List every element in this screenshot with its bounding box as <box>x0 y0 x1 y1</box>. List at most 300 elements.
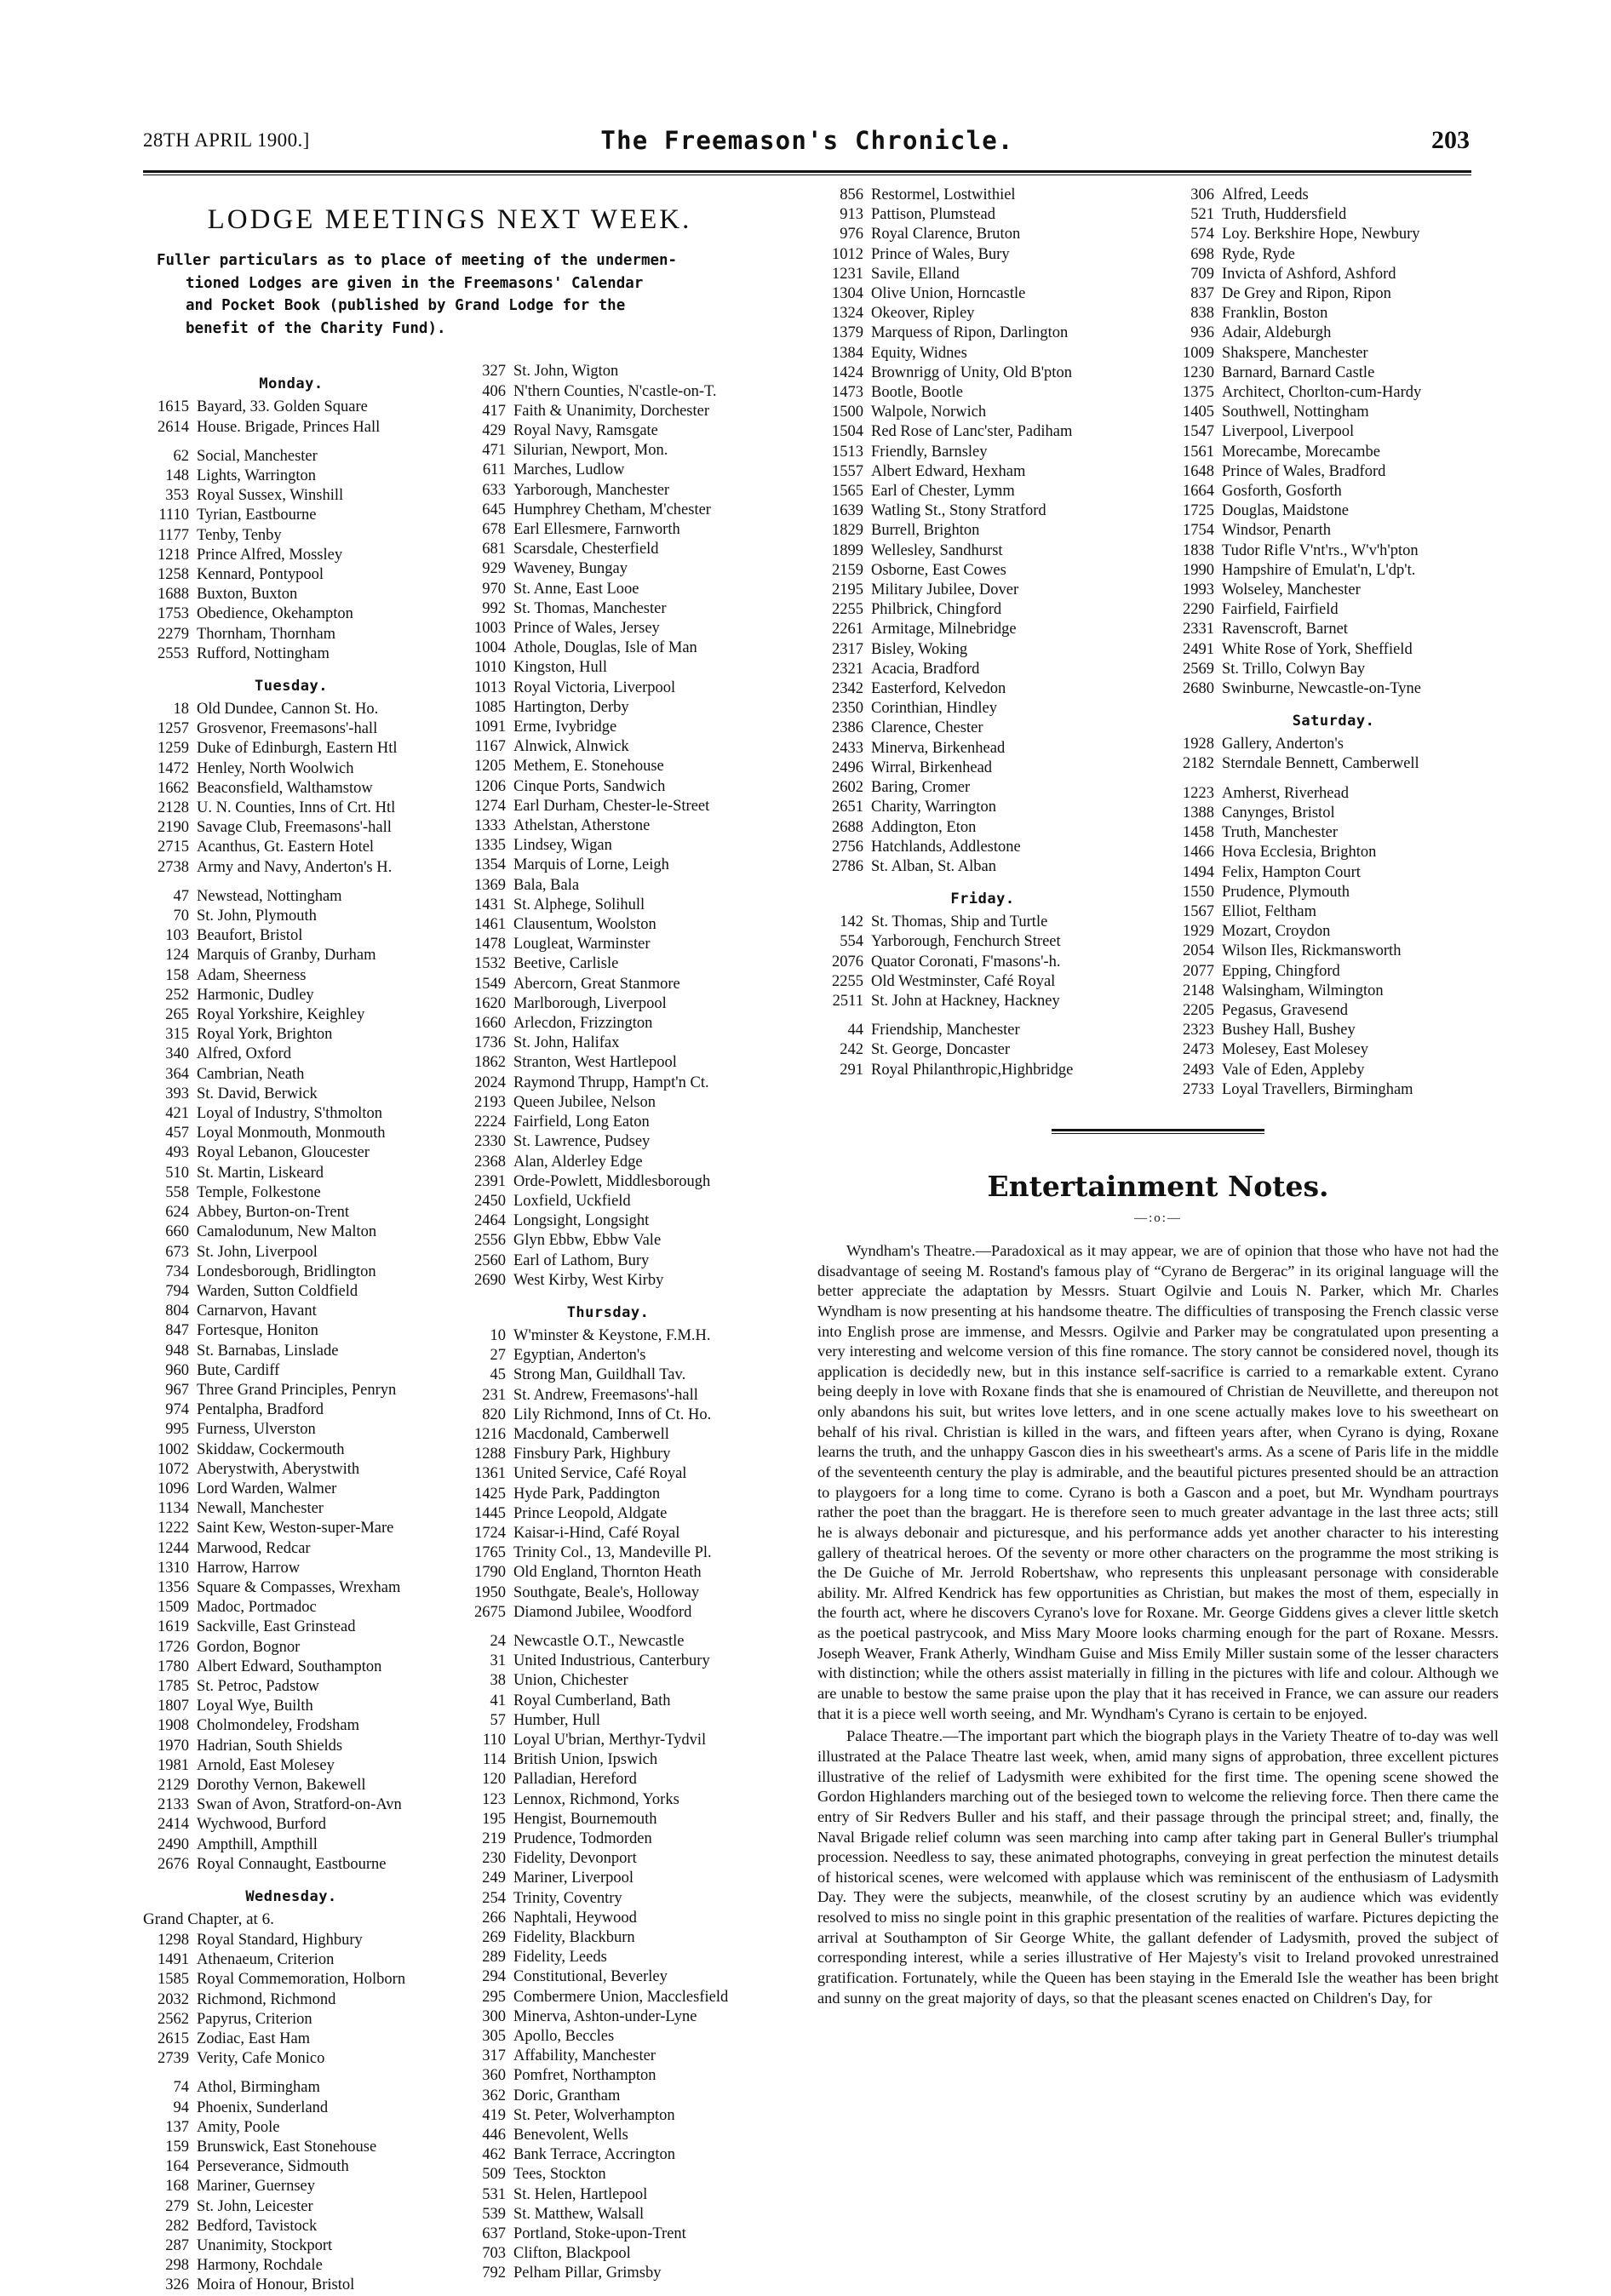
lodge-entry <box>460 2047 756 2066</box>
lodge-entry <box>143 1990 439 2010</box>
lodge-name: Adair, Aldeburgh <box>1222 324 1332 342</box>
lodge-entry <box>1168 1001 1499 1021</box>
lodge-entry <box>143 946 439 965</box>
lodge-entry <box>143 1005 439 1025</box>
lodge-number: 1619 <box>158 1618 189 1636</box>
lodge-number: 446 <box>482 2127 506 2144</box>
lodge-number: 2491 <box>1183 640 1214 658</box>
lodge-entry <box>460 876 756 896</box>
lodge-number: 1134 <box>158 1500 189 1518</box>
lodge-name: Alfred, Oxford <box>197 1045 291 1063</box>
day-heading: Friday. <box>950 890 1015 908</box>
lodge-entry <box>1168 942 1499 961</box>
lodge-number: 976 <box>840 226 863 243</box>
lodge-number: 1096 <box>158 1480 189 1497</box>
lodge-number: 1561 <box>1183 443 1214 461</box>
lodge-entry <box>143 1302 439 1321</box>
lodge-name: British Union, Ipswich <box>513 1751 658 1769</box>
lodge-name: Tudor Rifle V'nt'rs., W'v'h'pton <box>1222 541 1419 559</box>
lodge-number: 974 <box>165 1401 189 1419</box>
lodge-entry <box>1168 863 1499 883</box>
lodge-entry <box>143 1420 439 1440</box>
lodge-entry <box>460 757 756 776</box>
lodge-number: 531 <box>482 2185 506 2203</box>
lodge-name: Lily Richmond, Inns of Ct. Ho. <box>513 1406 712 1423</box>
lodge-entry <box>1168 1040 1499 1060</box>
lodge-entry <box>460 658 756 678</box>
lodge-number: 123 <box>482 1790 506 1808</box>
lodge-name: Temple, Folkestone <box>197 1183 321 1201</box>
lodge-entry <box>143 2138 439 2157</box>
lodge-number: 1379 <box>832 324 863 342</box>
lodge-entry <box>1168 344 1499 364</box>
intro-line-2: tioned Lodges are given in the Freemasons' Calendar <box>186 274 644 292</box>
lodge-number: 195 <box>482 1810 506 1828</box>
lodge-number: 57 <box>490 1711 506 1729</box>
lodge-name: Loyal U'brian, Merthyr-Tydvil <box>513 1731 707 1749</box>
lodge-name: Armitage, Milnebridge <box>871 621 1017 638</box>
lodge-name: Humphrey Chetham, M'chester <box>513 501 711 518</box>
lodge-entry <box>460 1583 756 1603</box>
lodge-entry <box>143 2030 439 2049</box>
lodge-entry <box>143 2157 439 2177</box>
lodge-entry <box>143 398 439 417</box>
lodge-name: Olive Union, Horncastle <box>871 285 1026 303</box>
lodge-number: 2133 <box>158 1796 189 1814</box>
lodge-entry <box>460 1231 756 1251</box>
lodge-number: 1445 <box>474 1504 506 1522</box>
lodge-entry <box>817 561 1148 581</box>
lodge-entry <box>460 1948 756 1967</box>
lodge-number: 287 <box>165 2237 189 2255</box>
lodge-entry <box>460 1014 756 1033</box>
lodge-name: Hatchlands, Addlestone <box>871 838 1021 856</box>
lodge-entry <box>1168 1021 1499 1040</box>
lodge-entry <box>143 966 439 986</box>
lodge-number: 266 <box>482 1909 506 1927</box>
lodge-name: Corinthian, Hindley <box>871 700 997 718</box>
lodge-entry <box>460 1849 756 1869</box>
lodge-column-4 <box>1155 186 1499 1100</box>
lodge-entry <box>143 2098 439 2118</box>
lodge-number: 353 <box>165 487 189 505</box>
lodge-number: 1257 <box>158 720 189 738</box>
lodge-number: 2739 <box>158 2050 189 2068</box>
lodge-entry <box>817 992 1148 1011</box>
lodge-number: 1504 <box>832 423 863 441</box>
right-half <box>817 186 1499 2011</box>
lodge-number: 70 <box>173 908 189 925</box>
lodge-name: Swan of Avon, Stratford-on-Avn <box>197 1796 402 1814</box>
lodge-name: Shakspere, Manchester <box>1222 344 1368 362</box>
lodge-name: White Rose of York, Sheffield <box>1222 640 1413 658</box>
lodge-entry <box>143 1025 439 1045</box>
lodge-entry <box>1168 304 1499 324</box>
lodge-number: 1072 <box>158 1460 189 1478</box>
lodge-name: Athol, Birmingham <box>197 2079 320 2097</box>
lodge-number: 1091 <box>474 719 506 736</box>
lodge-number: 1424 <box>832 364 863 381</box>
lodge-number: 1736 <box>474 1034 506 1052</box>
lodge-entry <box>460 1485 756 1504</box>
lodge-number: 148 <box>165 467 189 484</box>
lodge-name: St. Petroc, Padstow <box>197 1677 319 1695</box>
lodge-entry <box>143 1440 439 1460</box>
lodge-entry <box>460 975 756 994</box>
lodge-entry <box>460 797 756 816</box>
lodge-name: Cinque Ports, Sandwich <box>513 777 666 795</box>
lodge-name: Lindsey, Wigan <box>513 837 612 855</box>
lodge-entry <box>143 1677 439 1697</box>
lodge-number: 2331 <box>1183 621 1214 638</box>
lodge-name: Hartington, Derby <box>513 698 629 716</box>
lodge-number: 1990 <box>1183 561 1214 579</box>
lodge-entry <box>460 1563 756 1583</box>
lodge-name: Humber, Hull <box>513 1711 601 1729</box>
lodge-entry <box>143 1282 439 1302</box>
lodge-name: Marlborough, Liverpool <box>513 994 667 1012</box>
lodge-number: 2368 <box>474 1153 506 1171</box>
lodge-name: Watling St., Stony Stratford <box>871 502 1046 520</box>
lodge-number: 2148 <box>1183 982 1214 999</box>
lodge-entry <box>1168 843 1499 862</box>
lodge-name: St. John at Hackney, Hackney <box>871 992 1060 1010</box>
lodge-entry <box>817 600 1148 620</box>
lodge-entry <box>1168 1061 1499 1080</box>
lodge-name: Royal Cumberland, Bath <box>513 1692 671 1709</box>
lodge-number: 1375 <box>1183 384 1214 402</box>
lodge-number: 1648 <box>1183 462 1214 480</box>
lodge-name: Tyrian, Eastbourne <box>197 507 317 524</box>
lodge-meetings-title: LODGE MEETINGS NEXT WEEK. <box>207 204 692 235</box>
lodge-entry <box>1168 640 1499 660</box>
lodge-number: 31 <box>490 1652 506 1670</box>
lodge-entry <box>460 2126 756 2145</box>
lodge-entry <box>143 1539 439 1559</box>
lodge-entry <box>460 421 756 441</box>
lodge-entry <box>143 907 439 926</box>
lodge-entry <box>143 1598 439 1618</box>
lodge-number: 1494 <box>1183 863 1214 881</box>
lodge-entry <box>460 1445 756 1464</box>
lodge-number: 1567 <box>1183 902 1214 920</box>
lodge-name: Royal Lebanon, Gloucester <box>197 1144 370 1162</box>
lodge-name: Queen Jubilee, Nelson <box>513 1093 656 1111</box>
lodge-name: Army and Navy, Anderton's H. <box>197 858 393 876</box>
lodge-number: 159 <box>165 2139 189 2156</box>
lodge-name: Minerva, Birkenhead <box>871 739 1006 757</box>
lodge-number: 1230 <box>1183 364 1214 381</box>
lodge-name: Royal Clarence, Bruton <box>871 226 1021 243</box>
lodge-name: Addington, Eton <box>871 818 977 836</box>
grand-chapter-note: Grand Chapter, at 6. <box>143 1910 274 1928</box>
lodge-number: 429 <box>482 421 506 439</box>
lodge-number: 2680 <box>1183 680 1214 698</box>
lodge-name: Acacia, Bradford <box>871 660 980 678</box>
day-heading: Monday. <box>259 375 324 393</box>
lodge-number: 282 <box>165 2217 189 2235</box>
lodge-name: Royal Connaught, Eastbourne <box>197 1855 387 1873</box>
entertainment-dinkus: —:o:— <box>1134 1211 1182 1225</box>
lodge-name: United Service, Café Royal <box>513 1465 687 1483</box>
lodge-name: Beetive, Carlisle <box>513 955 619 973</box>
lodge-name: Okeover, Ripley <box>871 305 975 323</box>
lodge-name: Obedience, Okehampton <box>197 605 353 623</box>
lodge-number: 2733 <box>1183 1080 1214 1098</box>
lodge-entry <box>460 1543 756 1563</box>
lodge-number: 393 <box>165 1085 189 1102</box>
lodge-name: Windsor, Penarth <box>1222 522 1331 540</box>
lodge-name: Albert Edward, Southampton <box>197 1658 382 1675</box>
lodge-number: 300 <box>482 2007 506 2025</box>
lodge-number: 2490 <box>158 1835 189 1853</box>
venue-name: Palace Theatre. <box>846 1727 943 1745</box>
lodge-entry <box>817 205 1148 225</box>
lodge-name: Benevolent, Wells <box>513 2127 628 2144</box>
lodge-number: 362 <box>482 2087 506 2104</box>
lodge-name: Marquis of Lorne, Leigh <box>513 856 669 874</box>
lodge-number: 27 <box>490 1347 506 1365</box>
lodge-entry <box>460 856 756 875</box>
lodge-entry <box>460 1033 756 1053</box>
lodge-entry <box>817 501 1148 521</box>
lodge-entry <box>1168 982 1499 1001</box>
lodge-name: Earl Ellesmere, Farnworth <box>513 521 680 538</box>
lodge-entry <box>143 1164 439 1183</box>
lodge-number: 2688 <box>832 818 863 836</box>
lodge-entry <box>460 1132 756 1152</box>
lodge-name: Prudence, Todmorden <box>513 1830 652 1847</box>
lodge-entry <box>817 932 1148 952</box>
lodge-entry <box>460 1967 756 1987</box>
lodge-entry <box>460 638 756 658</box>
lodge-entry <box>460 737 756 757</box>
lodge-number: 1620 <box>474 994 506 1012</box>
lodge-name: Alnwick, Alnwick <box>513 738 629 756</box>
lodge-entry <box>817 581 1148 600</box>
lodge-entry <box>460 1829 756 1849</box>
lodge-name: Camalodunum, New Malton <box>197 1223 377 1241</box>
lodge-number: 1550 <box>1183 883 1214 901</box>
lodge-entry <box>460 481 756 501</box>
lodge-name: W'minster & Keystone, F.M.H. <box>513 1326 711 1344</box>
lodge-entry <box>143 986 439 1005</box>
lodge-entry <box>817 462 1148 482</box>
lodge-number: 1950 <box>474 1583 506 1601</box>
lodge-number: 2786 <box>832 857 863 875</box>
lodge-number: 2450 <box>474 1192 506 1210</box>
lodge-entry <box>1168 962 1499 982</box>
lodge-name: Beaconsfield, Walthamstow <box>197 779 373 797</box>
lodge-name: Wirral, Birkenhead <box>871 759 993 776</box>
lodge-number: 1003 <box>474 620 506 638</box>
lodge-name: Red Rose of Lanc'ster, Padiham <box>871 423 1073 441</box>
lodge-number: 2190 <box>158 819 189 837</box>
lodge-entry <box>817 759 1148 778</box>
lodge-name: Loyal Travellers, Birmingham <box>1222 1080 1413 1098</box>
lodge-number: 838 <box>1190 305 1214 323</box>
lodge-number: 2511 <box>832 992 863 1010</box>
lodge-number: 103 <box>165 927 189 945</box>
lodge-number: 734 <box>165 1263 189 1280</box>
lodge-entry <box>460 1711 756 1731</box>
lodge-entry <box>143 2197 439 2217</box>
lodge-number: 1356 <box>158 1578 189 1596</box>
lodge-entry <box>460 1603 756 1623</box>
lodge-name: St. John, Halifax <box>513 1034 620 1052</box>
lodge-entry <box>817 699 1148 719</box>
lodge-entry <box>460 2007 756 2027</box>
lodge-name: Longsight, Longsight <box>513 1212 650 1230</box>
lodge-name: Prince Leopold, Aldgate <box>513 1504 668 1522</box>
lodge-number: 1513 <box>832 443 863 461</box>
lodge-name: Hadrian, South Shields <box>197 1737 343 1755</box>
entertainment-body <box>817 1241 1499 2008</box>
lodge-number: 1206 <box>474 777 506 795</box>
lodge-name: Lights, Warrington <box>197 467 316 484</box>
lodge-number: 289 <box>482 1949 506 1967</box>
lodge-entry <box>143 838 439 857</box>
lodge-number: 164 <box>165 2158 189 2176</box>
lodge-name: Fairfield, Fairfield <box>1222 601 1339 619</box>
lodge-name: Clifton, Blackpool <box>513 2245 631 2263</box>
lodge-number: 254 <box>482 1889 506 1907</box>
lodge-name: Barnard, Barnard Castle <box>1222 364 1375 381</box>
lodge-entry <box>460 1346 756 1366</box>
lodge-number: 1110 <box>158 507 189 524</box>
lodge-name: Madoc, Portmadoc <box>197 1599 317 1617</box>
lodge-entry <box>1168 245 1499 265</box>
lodge-entry <box>143 818 439 838</box>
intro-line-4: benefit of the Charity Fund). <box>186 319 446 337</box>
lodge-entry <box>1168 482 1499 501</box>
lodge-number: 41 <box>490 1692 506 1709</box>
lodge-name: Doric, Grantham <box>513 2087 621 2104</box>
lodge-entry <box>1168 754 1499 774</box>
lodge-name: Pattison, Plumstead <box>871 206 995 224</box>
lodge-number: 74 <box>173 2079 189 2097</box>
lodge-name: Alfred, Leeds <box>1222 186 1309 203</box>
lodge-entry <box>143 418 439 438</box>
lodge-number: 2556 <box>474 1232 506 1250</box>
lodge-name: Acanthus, Gt. Eastern Hotel <box>197 839 375 856</box>
lodge-entry <box>143 1970 439 1990</box>
lodge-entry <box>460 1504 756 1524</box>
lodge-name: Brunswick, East Stonehouse <box>197 2139 377 2156</box>
lodge-entry <box>143 486 439 506</box>
lodge-entry <box>1168 422 1499 442</box>
lodge-entry <box>143 1124 439 1143</box>
lodge-name: Savile, Elland <box>871 265 960 283</box>
lodge-entry <box>143 1737 439 1756</box>
lodge-name: Lord Warden, Walmer <box>197 1480 337 1497</box>
lodge-name: Loxfield, Uckfield <box>513 1192 631 1210</box>
lodge-name: Bala, Bala <box>513 876 580 894</box>
lodge-name: Three Grand Principles, Penryn <box>197 1381 397 1399</box>
lodge-entry <box>143 1499 439 1519</box>
lodge-name: Minerva, Ashton-under-Lyne <box>513 2007 697 2025</box>
lodge-name: Prudence, Plymouth <box>1222 883 1350 901</box>
lodge-entry <box>143 1183 439 1203</box>
lodge-number: 1547 <box>1183 423 1214 441</box>
lodge-number: 1085 <box>474 698 506 716</box>
lodge-entry <box>460 362 756 381</box>
lodge-name: Silurian, Newport, Mon. <box>513 442 668 460</box>
lodge-entry <box>143 1776 439 1795</box>
lodge-entry <box>817 344 1148 364</box>
lodge-name: Amherst, Riverhead <box>1222 784 1349 802</box>
lodge-entry <box>460 1524 756 1543</box>
lodge-name: Grosvenor, Freemasons'-hall <box>197 720 378 738</box>
lodge-name: Palladian, Hereford <box>513 1771 637 1789</box>
intro-line-3: and Pocket Book (published by Grand Lodge for the <box>186 297 626 315</box>
lodge-name: St. Andrew, Freemasons'-hall <box>513 1386 698 1404</box>
lodge-number: 124 <box>165 947 189 965</box>
lodge-number: 1639 <box>832 502 863 520</box>
lodge-name: St. Martin, Liskeard <box>197 1164 324 1182</box>
lodge-column-1 <box>143 362 448 2295</box>
day-heading: Wednesday. <box>245 1888 337 1905</box>
lodge-number: 1335 <box>474 837 506 855</box>
lodge-name: Loyal Monmouth, Monmouth <box>197 1125 386 1142</box>
lodge-entry <box>460 1909 756 1928</box>
lodge-entry <box>143 779 439 799</box>
lodge-entry <box>1168 679 1499 699</box>
lodge-number: 168 <box>165 2178 189 2196</box>
lodge-name: Friendship, Manchester <box>871 1022 1020 1039</box>
lodge-entry <box>1168 501 1499 521</box>
lodge-number: 2464 <box>474 1212 506 1230</box>
lodge-name: Clausentum, Woolston <box>513 916 656 934</box>
lodge-number: 94 <box>173 2098 189 2116</box>
lodge-entry <box>143 1321 439 1341</box>
lodge-entry <box>817 953 1148 972</box>
lodge-number: 1473 <box>832 384 863 402</box>
lodge-number: 948 <box>165 1342 189 1360</box>
lodge-entry <box>143 506 439 525</box>
lodge-name: Wellesley, Sandhurst <box>871 541 1003 559</box>
lodge-name: Felix, Hampton Court <box>1222 863 1361 881</box>
lodge-number: 269 <box>482 1929 506 1947</box>
lodge-name: Walsingham, Wilmington <box>1222 982 1384 999</box>
lodge-entry <box>143 1716 439 1736</box>
lodge-name: Osborne, East Cowes <box>871 561 1006 579</box>
lodge-entry <box>460 1053 756 1073</box>
lodge-number: 2715 <box>158 839 189 856</box>
lodge-number: 1223 <box>1183 784 1214 802</box>
lodge-number: 2290 <box>1183 601 1214 619</box>
lodge-name: Perseverance, Sidmouth <box>197 2158 349 2176</box>
lodge-name: Royal Navy, Ramsgate <box>513 421 658 439</box>
lodge-column-2 <box>448 362 756 2295</box>
lodge-number: 1765 <box>474 1544 506 1562</box>
lodge-name: Papyrus, Criterion <box>197 2010 312 2028</box>
lodge-number: 2690 <box>474 1271 506 1289</box>
lodge-entry <box>143 644 439 664</box>
lodge-entry <box>817 1061 1148 1080</box>
lodge-entry <box>143 604 439 624</box>
lodge-name: Constitutional, Beverley <box>513 1968 668 1986</box>
lodge-name: Bank Terrace, Accrington <box>513 2146 675 2164</box>
lodge-entry <box>460 2224 756 2244</box>
lodge-number: 1361 <box>474 1465 506 1483</box>
lodge-entry <box>143 1263 439 1282</box>
lodge-name: St. Trillo, Colwyn Bay <box>1222 660 1366 678</box>
lodge-number: 995 <box>165 1421 189 1439</box>
lodge-name: Abercorn, Great Stanmore <box>513 975 680 993</box>
lodge-number: 2261 <box>832 621 863 638</box>
lodge-name: Faith & Unanimity, Dorchester <box>513 402 710 420</box>
